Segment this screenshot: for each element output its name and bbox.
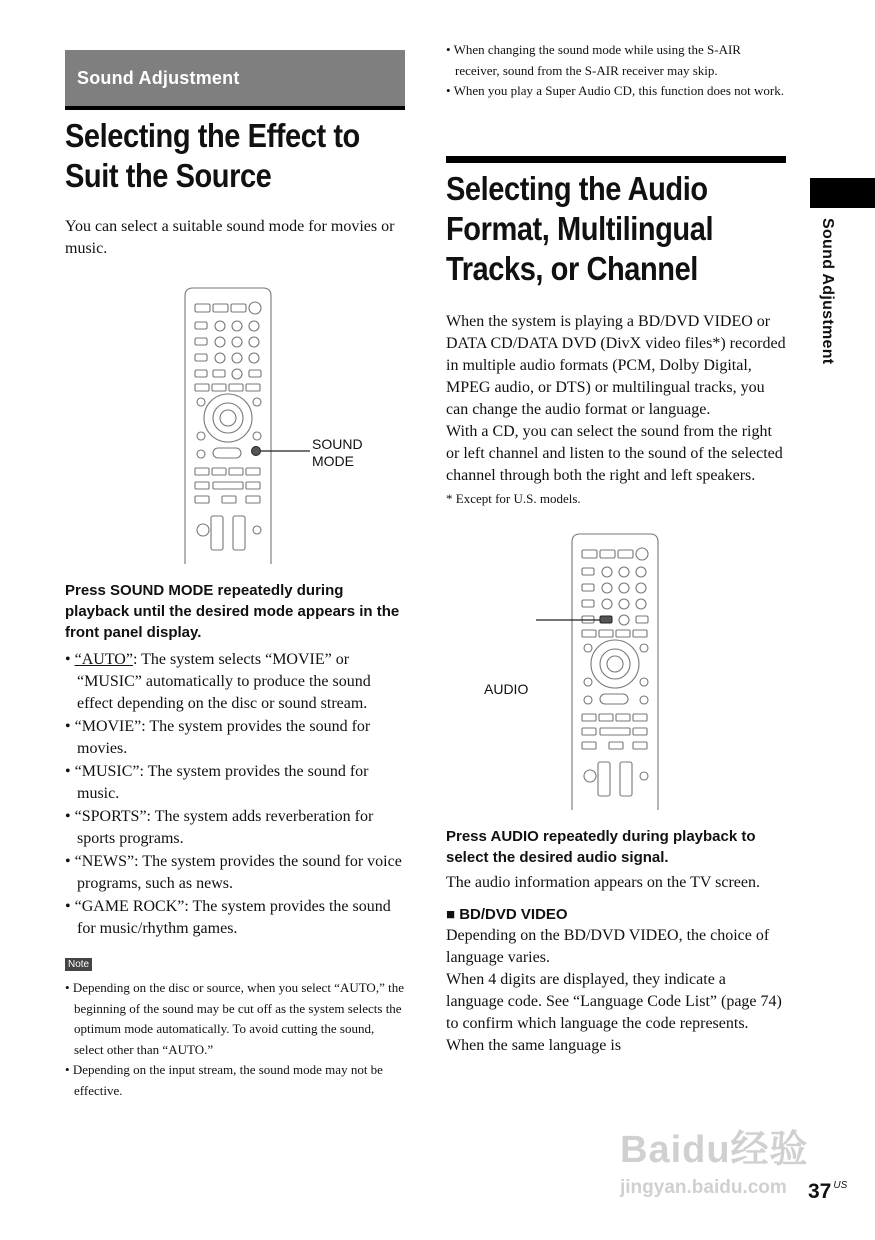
sound-mode-list — [65, 649, 405, 940]
right-title-line2: Format, Multilingual — [446, 209, 714, 247]
remote-illustration-1 — [65, 276, 405, 566]
bd-dvd-subheading: ■ BD/DVD VIDEO — [446, 905, 568, 923]
list-item: • When you play a Super Audio CD, this function does not work. — [446, 83, 784, 98]
title-rule — [446, 156, 786, 163]
left-title-line2: Suit the Source — [65, 157, 272, 194]
top-note-list — [446, 40, 786, 102]
side-tab-block — [810, 178, 875, 208]
note-section — [65, 954, 405, 1101]
note-badge: Note — [65, 958, 92, 971]
remote-illustration-2 — [446, 522, 786, 812]
list-item-text: “MUSIC”: The system provides the sound for music. — [74, 763, 369, 802]
right-title-line1: Selecting the Audio — [446, 169, 708, 207]
right-para-tv: The audio information appears on the TV screen. — [446, 873, 760, 891]
list-item: • Depending on the disc or source, when you select “AUTO,” the beginning of the sound may be cut off as the system selects the optimum mode automatically. To avoid cutting the sound, select other than “AUTO.” — [65, 980, 404, 1057]
section-band-label: Sound Adjustment — [77, 67, 240, 88]
watermark-logo-text: Baidu经验 — [620, 1129, 809, 1171]
side-tab-label: Sound Adjustment — [819, 218, 836, 365]
list-item: • “MUSIC”: The system provides the sound for music. — [65, 763, 369, 802]
note-text: Depending on the disc or source, when you select “AUTO,” the beginning of the sound may be cut off as the system selects the optimum mode automatically. To avoid cutting the sound, select other than “AUTO.” — [72, 980, 404, 1057]
page-number — [808, 1180, 847, 1204]
list-item: • Depending on the input stream, the sound mode may not be effective. — [65, 1062, 383, 1098]
list-item: • When changing the sound mode while using the S-AIR receiver, sound from the S-AIR receiver may skip. — [446, 42, 741, 78]
auto-mode-term: “AUTO” — [74, 651, 133, 668]
right-para-formats: When the system is playing a BD/DVD VIDEO or DATA CD/DATA DVD (DivX video files*) recorded in multiple audio formats (PCM, Dolby Digital, MPEG audio, or DTS) or multilingual tracks, you can change the audio format or language. — [446, 312, 786, 418]
list-item: • “AUTO”: The system selects “MOVIE” or “MUSIC” automatically to produce the sound effect depending on the disc or sound stream. — [65, 651, 371, 712]
left-intro: You can select a suitable sound mode for movies or music. — [65, 218, 395, 257]
note-text: When changing the sound mode while using the S-AIR receiver, sound from the S-AIR receiver may skip. — [453, 42, 741, 78]
right-title-line3: Tracks, or Channel — [446, 249, 698, 287]
left-instruction: Press SOUND MODE repeatedly during playback until the desired mode appears in the front panel display. — [65, 582, 400, 641]
list-item: • “SPORTS”: The system adds reverberation for sports programs. — [65, 808, 374, 847]
footnote: * Except for U.S. models. — [446, 490, 581, 506]
right-para-cd: With a CD, you can select the sound from the right or left channel and listen to the sound of the selected channel through both the right and left speakers. — [446, 422, 783, 484]
page-number-value: 37 — [808, 1180, 832, 1203]
sound-mode-callout-line2: MODE — [312, 453, 354, 469]
list-item-text: “SPORTS”: The system adds reverberation for sports programs. — [74, 808, 374, 847]
watermark-url: jingyan.baidu.com — [620, 1177, 787, 1198]
section-band — [65, 50, 405, 110]
note-text: When you play a Super Audio CD, this function does not work. — [453, 83, 784, 98]
right-column — [446, 40, 786, 1057]
list-item-text: “GAME ROCK”: The system provides the sound for music/rhythm games. — [74, 898, 391, 937]
sound-mode-callout-line1: SOUND — [312, 436, 363, 452]
list-item: • “GAME ROCK”: The system provides the sound for music/rhythm games. — [65, 898, 391, 937]
list-item-text: “MOVIE”: The system provides the sound for movies. — [74, 718, 371, 757]
right-page-title — [446, 169, 790, 289]
list-item: • “MOVIE”: The system provides the sound for movies. — [65, 718, 371, 757]
note-text: Depending on the input stream, the sound mode may not be effective. — [72, 1062, 383, 1098]
left-title-line1: Selecting the Effect to — [65, 117, 360, 154]
audio-callout: AUDIO — [484, 681, 529, 697]
note-list — [65, 978, 405, 1101]
sound-mode-callout — [312, 436, 363, 470]
left-page-title — [65, 116, 409, 196]
list-item: • “NEWS”: The system provides the sound for voice programs, such as news. — [65, 853, 402, 892]
right-para-code: When 4 digits are displayed, they indicate a language code. See “Language Code List” (page 74) to confirm which language the code represents. When the same language is — [446, 970, 782, 1054]
page-number-suffix: US — [833, 1180, 848, 1191]
list-item-text: “NEWS”: The system provides the sound for voice programs, such as news. — [74, 853, 402, 892]
watermark — [620, 1118, 809, 1199]
left-column — [65, 50, 405, 1101]
right-instruction: Press AUDIO repeatedly during playback to select the desired audio signal. — [446, 827, 756, 866]
right-para-language: Depending on the BD/DVD VIDEO, the choice of language varies. — [446, 926, 770, 966]
list-item-text: : The system selects “MOVIE” or “MUSIC” automatically to produce the sound effect depending on the disc or sound stream. — [77, 651, 371, 712]
